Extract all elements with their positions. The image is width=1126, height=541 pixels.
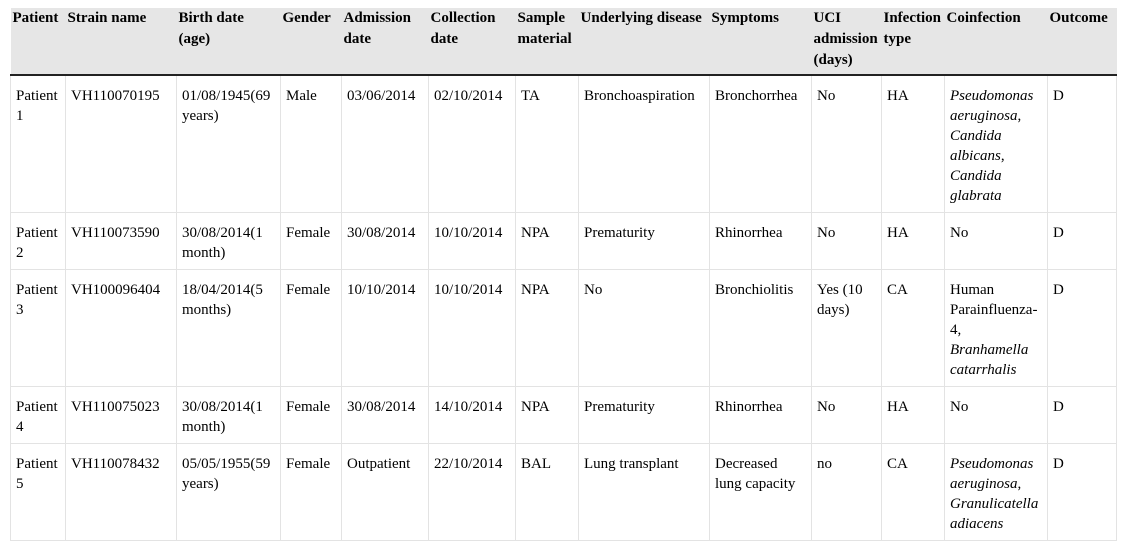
cell-birth: 18/04/2014(5 months): [177, 270, 281, 387]
cell-outcome: D: [1048, 387, 1117, 444]
cell-gender: Male: [281, 75, 342, 213]
cell-coinfection: [945, 213, 1048, 270]
header-collection-date: Collection date: [429, 8, 516, 75]
cell-uci: No: [812, 387, 882, 444]
cell-admission: 10/10/2014: [342, 270, 429, 387]
cell-strain: VH110070195: [66, 75, 177, 213]
header-outcome: Outcome: [1048, 8, 1117, 75]
header-uci-admission: UCI admission (days): [812, 8, 882, 75]
patient-strain-table: [10, 8, 1117, 541]
header-strain-name: Strain name: [66, 8, 177, 75]
cell-admission: 30/08/2014: [342, 387, 429, 444]
cell-coinfection: [945, 75, 1048, 213]
header-row: [11, 8, 1117, 75]
cell-birth: 30/08/2014(1 month): [177, 387, 281, 444]
cell-uci: no: [812, 444, 882, 541]
cell-strain: VH110075023: [66, 387, 177, 444]
table-body: [11, 75, 1117, 541]
header-symptoms: Symptoms: [710, 8, 812, 75]
cell-collection: 14/10/2014: [429, 387, 516, 444]
cell-birth: 01/08/1945(69 years): [177, 75, 281, 213]
cell-gender: Female: [281, 444, 342, 541]
cell-collection: 10/10/2014: [429, 270, 516, 387]
cell-gender: Female: [281, 213, 342, 270]
cell-patient: Patient 4: [11, 387, 66, 444]
cell-birth: 30/08/2014(1 month): [177, 213, 281, 270]
coinfection-segment: No: [950, 225, 969, 241]
cell-infection: CA: [882, 270, 945, 387]
cell-gender: Female: [281, 270, 342, 387]
coinfection-segment: Pseudomonas aeruginosa: [950, 456, 1034, 492]
table-row: [11, 270, 1117, 387]
coinfection-segment: ,: [1017, 476, 1022, 492]
coinfection-segment: Granulicatella adiacens: [950, 496, 1039, 532]
cell-gender: Female: [281, 387, 342, 444]
coinfection-segment: No: [950, 399, 969, 415]
cell-admission: Outpatient: [342, 444, 429, 541]
cell-patient: Patient 2: [11, 213, 66, 270]
cell-infection: HA: [882, 213, 945, 270]
header-birth-date: Birth date (age): [177, 8, 281, 75]
cell-uci: Yes (10 days): [812, 270, 882, 387]
cell-disease: Prematurity: [579, 387, 710, 444]
cell-symptoms: Rhinorrhea: [710, 213, 812, 270]
coinfection-segment: Branhamella catarrhalis: [950, 342, 1029, 378]
cell-collection: 10/10/2014: [429, 213, 516, 270]
header-coinfection: Coinfection: [945, 8, 1048, 75]
cell-patient: Patient 1: [11, 75, 66, 213]
table-row: [11, 213, 1117, 270]
cell-uci: No: [812, 213, 882, 270]
cell-infection: HA: [882, 75, 945, 213]
cell-outcome: D: [1048, 75, 1117, 213]
cell-disease: No: [579, 270, 710, 387]
coinfection-segment: Candida albicans: [950, 128, 1002, 164]
cell-infection: CA: [882, 444, 945, 541]
cell-uci: No: [812, 75, 882, 213]
cell-outcome: D: [1048, 213, 1117, 270]
cell-strain: VH110073590: [66, 213, 177, 270]
cell-patient: Patient 3: [11, 270, 66, 387]
cell-symptoms: Decreased lung capacity: [710, 444, 812, 541]
cell-infection: HA: [882, 387, 945, 444]
coinfection-segment: Candida glabrata: [950, 168, 1002, 204]
header-admission-date: Admission date: [342, 8, 429, 75]
cell-disease: Lung transplant: [579, 444, 710, 541]
cell-outcome: D: [1048, 444, 1117, 541]
header-underlying-disease: Underlying disease: [579, 8, 710, 75]
cell-outcome: D: [1048, 270, 1117, 387]
table-row: [11, 75, 1117, 213]
cell-sample: NPA: [516, 213, 579, 270]
cell-disease: Bronchoaspiration: [579, 75, 710, 213]
cell-patient: Patient 5: [11, 444, 66, 541]
cell-symptoms: Bronchiolitis: [710, 270, 812, 387]
header-gender: Gender: [281, 8, 342, 75]
cell-strain: VH110078432: [66, 444, 177, 541]
coinfection-segment: ,: [1017, 108, 1022, 124]
coinfection-segment: Human Parainfluenza-4,: [950, 282, 1038, 338]
cell-collection: 02/10/2014: [429, 75, 516, 213]
header-patient: Patient: [11, 8, 66, 75]
coinfection-segment: ,: [1000, 148, 1005, 164]
cell-admission: 03/06/2014: [342, 75, 429, 213]
cell-disease: Prematurity: [579, 213, 710, 270]
cell-strain: VH100096404: [66, 270, 177, 387]
cell-sample: NPA: [516, 270, 579, 387]
cell-collection: 22/10/2014: [429, 444, 516, 541]
cell-birth: 05/05/1955(59 years): [177, 444, 281, 541]
coinfection-segment: Pseudomonas aeruginosa: [950, 88, 1034, 124]
table-container: [10, 8, 1116, 541]
cell-coinfection: [945, 270, 1048, 387]
header-sample-material: Sample material: [516, 8, 579, 75]
cell-coinfection: [945, 387, 1048, 444]
cell-symptoms: Rhinorrhea: [710, 387, 812, 444]
cell-sample: BAL: [516, 444, 579, 541]
header-infection-type: Infection type: [882, 8, 945, 75]
table-row: [11, 387, 1117, 444]
cell-admission: 30/08/2014: [342, 213, 429, 270]
cell-coinfection: [945, 444, 1048, 541]
cell-symptoms: Bronchorrhea: [710, 75, 812, 213]
cell-sample: TA: [516, 75, 579, 213]
table-row: [11, 444, 1117, 541]
cell-sample: NPA: [516, 387, 579, 444]
